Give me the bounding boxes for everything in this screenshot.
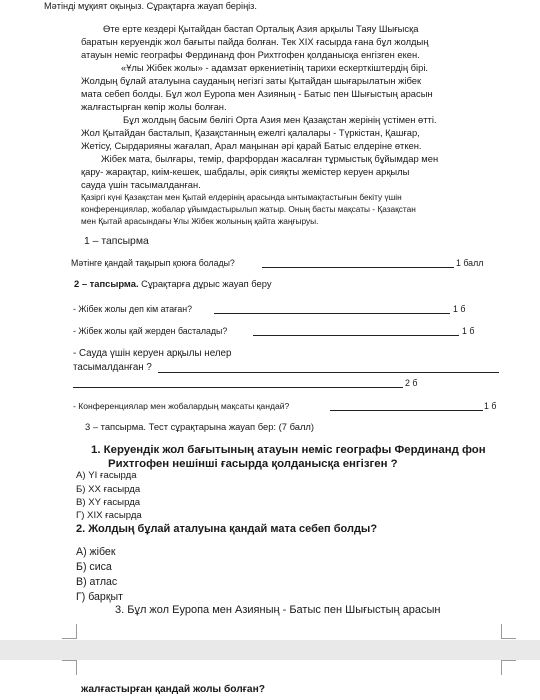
page-instruction: Мәтінді мұқият оқыңыз. Сұрақтарға жауап беріңіз.	[44, 1, 257, 11]
task2-question-3-line-1: - Сауда үшін керуен арқылы нелер	[73, 348, 232, 359]
task3-question-3-line-2: жалғастырған қандай жолы болған?	[81, 684, 265, 695]
task3-title: 3 – тапсырма. Тест сұрақтарына жауап бер: (7 балл)	[85, 421, 315, 432]
passage-line: баратын керуендік жол бағыты пайда болған. Тек XIX ғасырда ғана бұл жолдың	[81, 36, 429, 47]
task2-answer-line-4[interactable]	[330, 410, 483, 411]
passage-line: «Ұлы Жібек жолы» - адамзат өркениетінің тарихи ескерткіштердің бірі.	[121, 62, 429, 73]
task3-question-1-option[interactable]: А) YI ғасырда	[76, 470, 137, 481]
task2-question-1: - Жібек жолы деп кім атаған?	[73, 304, 192, 314]
task2-question-3-line-2: тасымалданған ?	[73, 362, 152, 373]
passage-line: Жол Қытайдан басталып, Қазақстанның ежелгі қалалары - Түркістан, Қашғар,	[81, 127, 420, 138]
task3-question-1-option[interactable]: Г) XIX ғасырда	[76, 510, 142, 521]
task2-answer-line-3a[interactable]	[158, 372, 499, 373]
task2-points-2: 1 б	[462, 326, 475, 336]
task2-subtitle: Сұрақтарға дұрыс жауап беру	[141, 278, 272, 289]
page-separator	[0, 640, 540, 660]
passage-line: қару- жарақтар, киім-кешек, шабдалы, әрік сияқты жемістер керуен арқылы	[81, 166, 410, 177]
task3-question-1-option[interactable]: В) XY ғасырда	[76, 497, 141, 508]
passage-line: Жолдың бұлай аталуына сауданың негізгі заты Қытайдан шығарылатын жібек	[81, 75, 422, 86]
task3-question-1-line-2: Рихтгофен нешінші ғасырда қолданысқа енгізген ?	[108, 458, 398, 470]
task1-points: 1 балл	[456, 258, 484, 268]
page-corner-mark	[501, 660, 516, 675]
task2-points-4: 1 б	[484, 401, 497, 411]
passage-line: мен Қытай арасындағы Ұлы Жібек жолының қайта жаңғыруы.	[81, 216, 319, 226]
task2-points-3: 2 б	[405, 378, 418, 388]
passage-line: мата себеп болды. Бұл жол Еуропа мен Азияның - Батыс пен Шығыстың арасын	[81, 88, 433, 99]
task2-question-2: - Жібек жолы қай жерден басталады?	[73, 326, 228, 336]
task2-points-1: 1 б	[453, 304, 466, 314]
task3-question-2-option[interactable]: В) атлас	[76, 576, 118, 588]
passage-line: сауда үшін тасымалданған.	[81, 179, 201, 190]
task2-answer-line-3b[interactable]	[73, 387, 403, 388]
passage-line: Өте ерте кездері Қытайдан бастап Орталық Азия арқылы Таяу Шығысқа	[103, 23, 419, 34]
passage-line: Бұл жолдың басым бөлігі Орта Азия мен Қазақстан жерінің үстімен өтті.	[123, 114, 437, 125]
page-corner-mark	[62, 660, 77, 675]
task2-answer-line-2[interactable]	[253, 335, 459, 336]
passage-line: конференциялар, жобалар ұйымдастырылып жатыр. Оның басты мақсаты - Қазақстан	[81, 204, 416, 214]
task2-heading	[74, 278, 272, 289]
task1-title: 1 – тапсырма	[84, 236, 149, 247]
task3-question-1-option[interactable]: Б) XX ғасырда	[76, 484, 141, 495]
task1-answer-line[interactable]	[262, 267, 454, 268]
passage-line: жалғастырған көпір жолы болған.	[81, 101, 227, 112]
page-corner-mark	[501, 624, 516, 639]
worksheet-page-2	[0, 660, 540, 700]
passage-line: Жібек мата, былғары, темір, фарфордан жасалған тұрмыстық бұйымдар мен	[101, 153, 439, 164]
task2-answer-line-1[interactable]	[214, 313, 450, 314]
task3-question-2-option[interactable]: Б) сиса	[76, 561, 112, 573]
passage-line: Қазіргі күні Қазақстан мен Қытай елдерінің арасында ынтымақтастығын бекіту үшін	[81, 192, 402, 202]
task3-question-3-line-1: 3. Бұл жол Еуропа мен Азияның - Батыс пен Шығыстың арасын	[115, 604, 441, 616]
task3-question-2: 2. Жолдың бұлай аталуына қандай мата себеп болды?	[76, 523, 378, 535]
passage-line: атауын неміс географы Фердинанд фон Рихтгофен қолданысқа енгізген екен.	[81, 49, 420, 60]
task1-question: Мәтінге қандай тақырып қоюға болады?	[71, 258, 235, 268]
passage-line: Жетісу, Сырдарияны жағалап, Арал маңынан әрі қарай Батыс елдеріне өткен.	[81, 140, 422, 151]
task3-question-1-line-1: 1. Керуендік жол бағытының атауын неміс географы Фердинанд фон	[91, 444, 486, 456]
task3-question-2-option[interactable]: Г) барқыт	[76, 591, 123, 603]
task2-title: 2 – тапсырма.	[74, 278, 139, 289]
task2-question-4: - Конференциялар мен жобалардың мақсаты қандай?	[73, 401, 290, 411]
task3-question-2-option[interactable]: А) жібек	[76, 546, 116, 558]
page-corner-mark	[62, 624, 77, 639]
